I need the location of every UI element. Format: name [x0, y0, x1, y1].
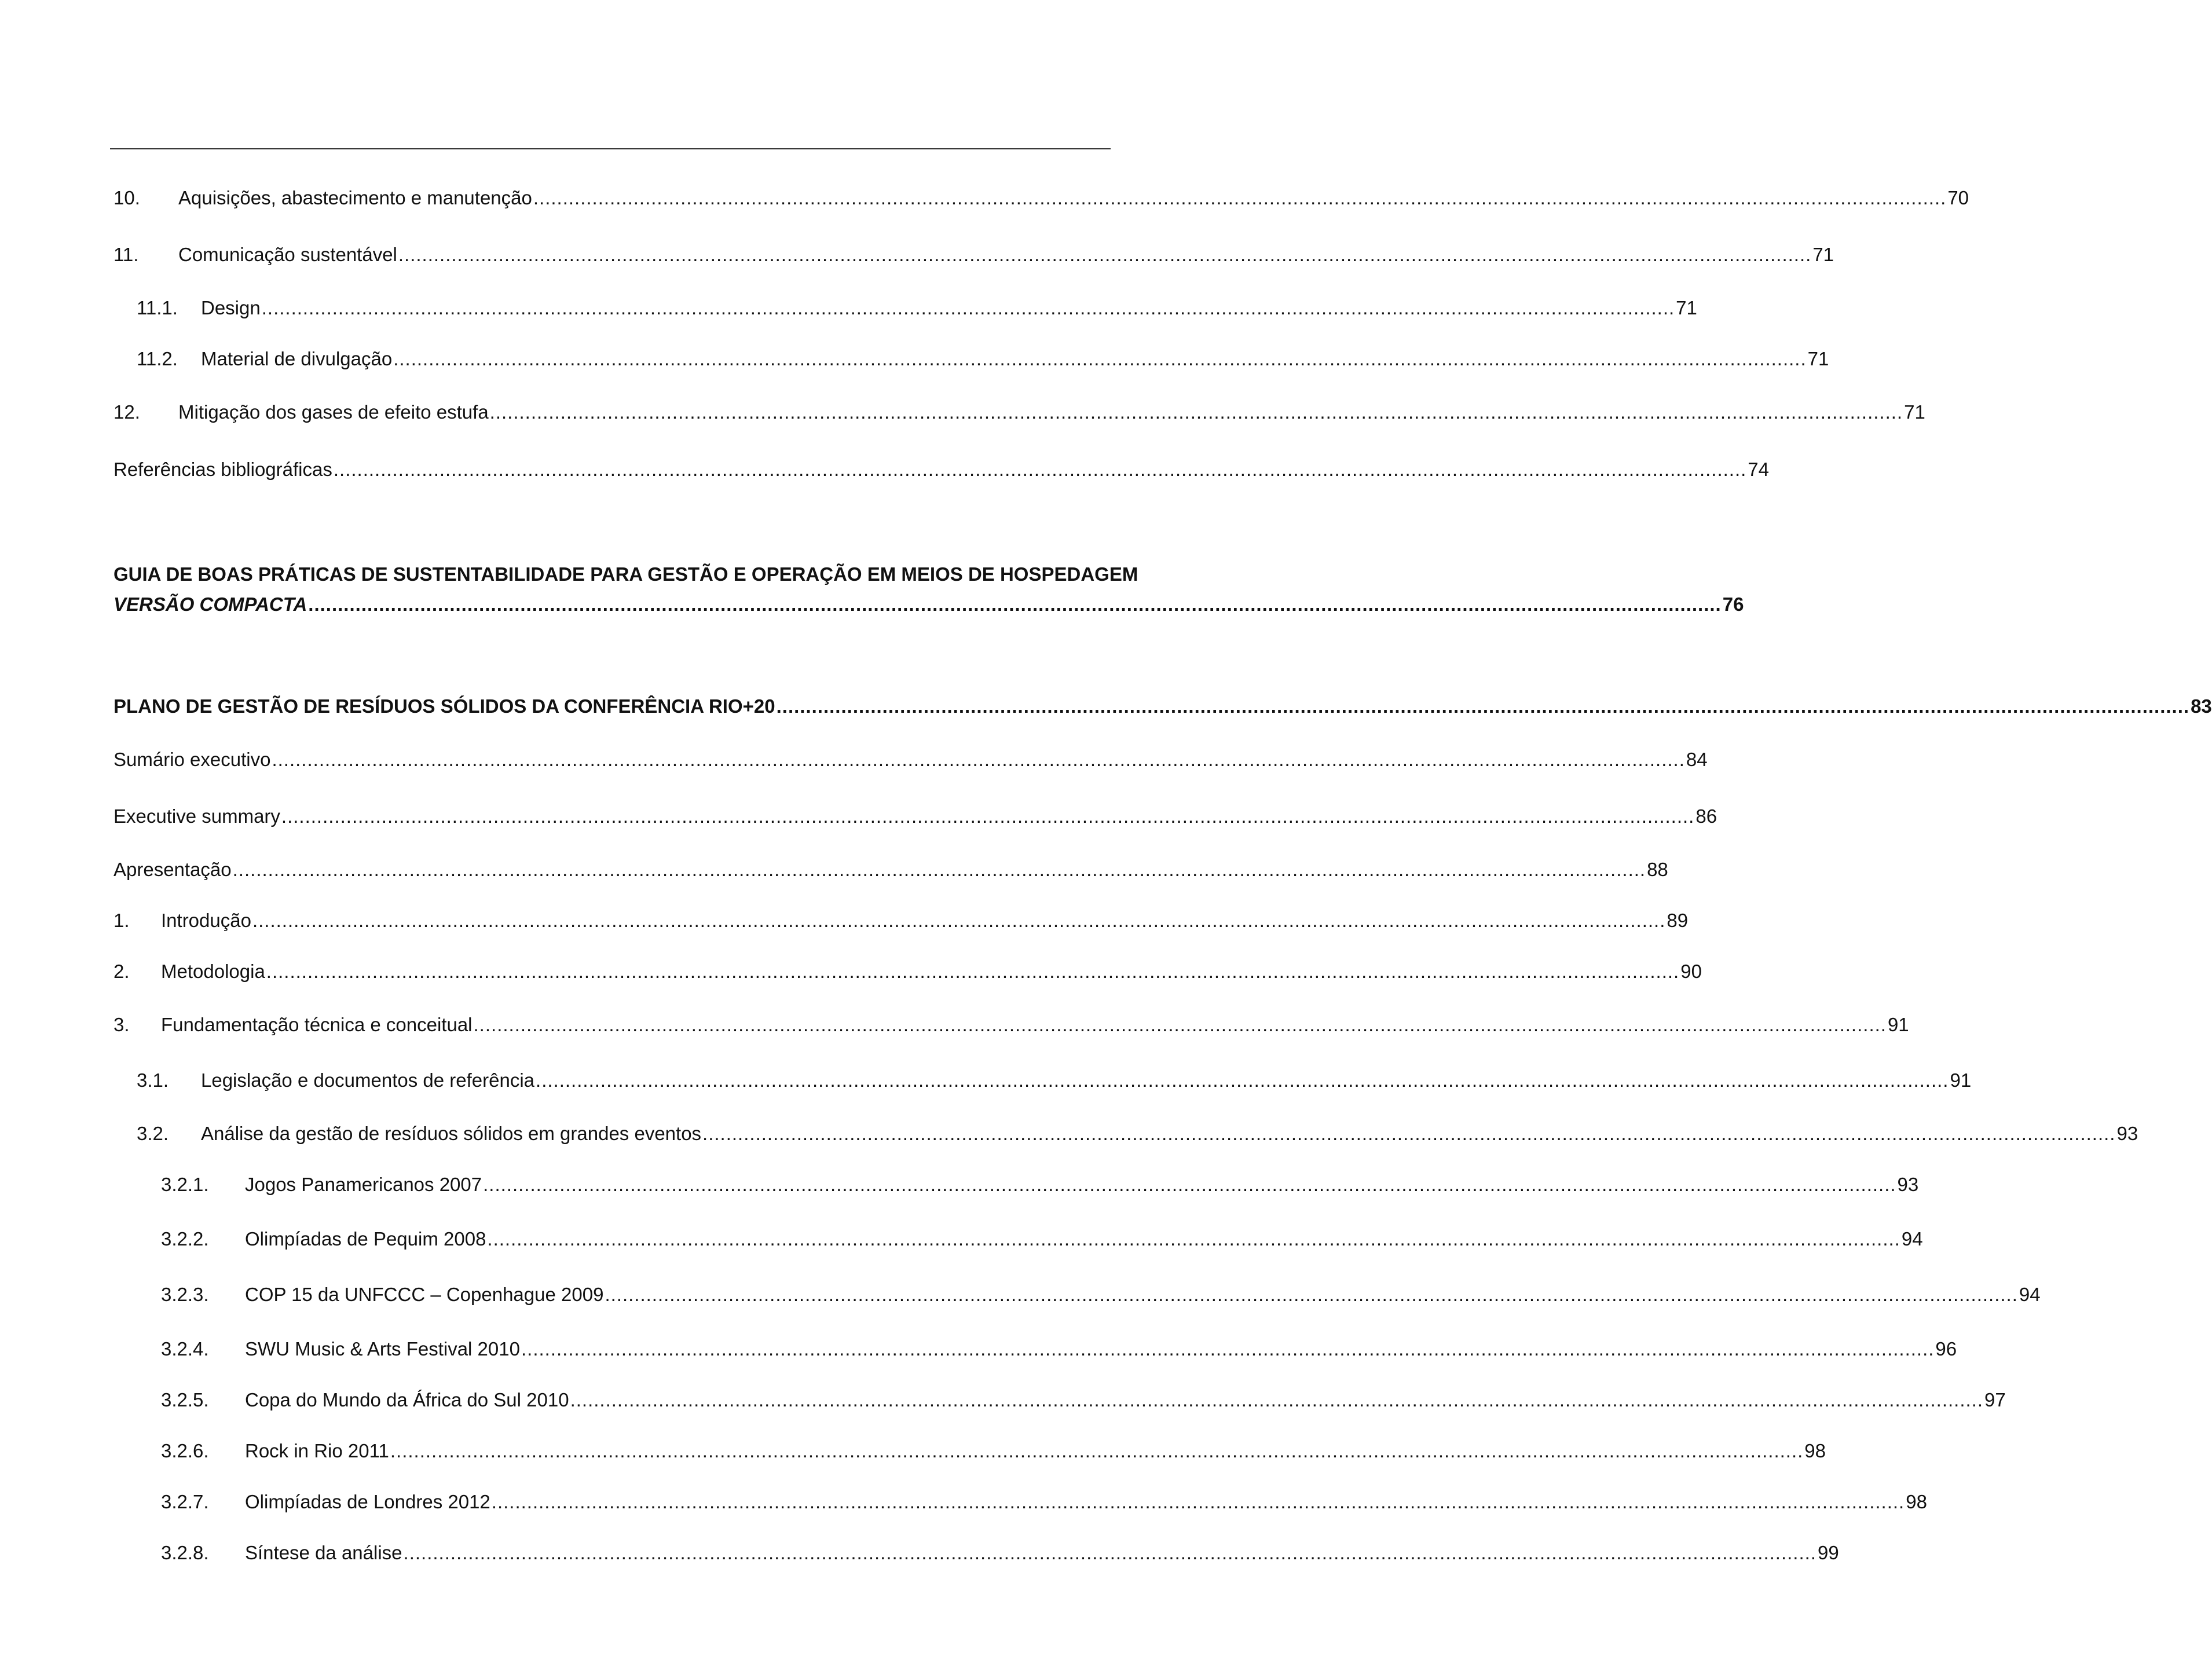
toc-entry-title: Rock in Rio 2011: [245, 1440, 389, 1461]
toc-entry-page: 84: [1686, 749, 1708, 770]
toc-entry-number: 2.: [113, 961, 130, 982]
toc-entry-11-2[interactable]: [137, 346, 1829, 372]
toc-entry-1[interactable]: [113, 908, 1689, 933]
toc-entry-title: Jogos Panamericanos 2007: [245, 1174, 482, 1195]
toc-entry-number: 1.: [113, 910, 130, 931]
toc-entry-title: Apresentação: [113, 859, 232, 880]
toc-entry-title: Aquisições, abastecimento e manutenção: [178, 187, 532, 208]
header-rule: [110, 148, 1111, 149]
toc-entry-page: 70: [1947, 187, 1969, 208]
toc-entry-page: 94: [1901, 1228, 1923, 1250]
toc-entry-number: 3.2.: [137, 1123, 169, 1144]
dot-leader: ................................................................................................................................................................................................................................................: [489, 401, 1903, 423]
dot-leader: ................................................................................................................................................................................................................................................: [261, 297, 1675, 318]
toc-entry-number: 3.2.2.: [161, 1228, 209, 1250]
toc-entry-10[interactable]: [113, 185, 1969, 211]
toc-entry-page: 71: [1812, 244, 1834, 265]
toc-entry-page: 74: [1748, 459, 1770, 480]
dot-leader: ................................................................................................................................................................................................................................................: [393, 348, 1807, 369]
toc-entry-page: 93: [1897, 1174, 1919, 1195]
toc-entry-title: PLANO DE GESTÃO DE RESÍDUOS SÓLIDOS DA CONFERÊNCIA RIO+20: [113, 695, 775, 717]
toc-entry-number: 3.2.6.: [161, 1440, 209, 1461]
toc-entry-3-2-1[interactable]: [161, 1172, 1919, 1197]
toc-entry-number: 3.2.7.: [161, 1491, 209, 1512]
toc-entry-page: 71: [1676, 297, 1697, 318]
toc-entry-3-1[interactable]: [137, 1068, 1972, 1093]
toc-entry-3-2-2[interactable]: [161, 1226, 1923, 1252]
toc-entry-3-2-6[interactable]: [161, 1438, 1826, 1464]
toc-entry-title: Introdução: [161, 910, 251, 931]
toc-entry-title: Sumário executivo: [113, 749, 271, 770]
toc-entry-number: 11.: [113, 244, 139, 265]
toc-entry-number: 3.2.4.: [161, 1338, 209, 1360]
toc-entry-title: SWU Music & Arts Festival 2010: [245, 1338, 520, 1360]
dot-leader: ................................................................................................................................................................................................................................................: [491, 1491, 1905, 1512]
toc-entry-executive-summary[interactable]: [113, 804, 1717, 829]
toc-entry-11[interactable]: [113, 242, 1834, 268]
dot-leader: ................................................................................................................................................................................................................................................: [403, 1542, 1817, 1563]
toc-entry-3-2-3[interactable]: [161, 1282, 2041, 1307]
dot-leader: ................................................................................................................................................................................................................................................: [487, 1228, 1900, 1250]
dot-leader: ................................................................................................................................................................................................................................................: [266, 961, 1680, 982]
dot-leader: ................................................................................................................................................................................................................................................: [308, 593, 1722, 615]
toc-entry-page: 90: [1680, 961, 1702, 982]
toc-entry-guide[interactable]: [113, 592, 1744, 617]
dot-leader: ................................................................................................................................................................................................................................................: [605, 1284, 2018, 1305]
toc-entry-3-2-8[interactable]: [161, 1540, 1839, 1566]
dot-leader: ................................................................................................................................................................................................................................................: [281, 805, 1695, 827]
dot-leader: ................................................................................................................................................................................................................................................: [570, 1389, 1983, 1410]
toc-entry-page: 91: [1887, 1014, 1909, 1035]
dot-leader: ................................................................................................................................................................................................................................................: [533, 187, 1947, 208]
toc-entry-title: Copa do Mundo da África do Sul 2010: [245, 1389, 569, 1410]
toc-entry-number: 10.: [113, 187, 140, 208]
toc-entry-page: 97: [1984, 1389, 2006, 1410]
toc-entry-title: Comunicação sustentável: [178, 244, 397, 265]
toc-entry-title: Executive summary: [113, 805, 280, 827]
toc-entry-3-2[interactable]: [137, 1121, 2138, 1146]
toc-entry-number: 11.1.: [137, 297, 178, 318]
toc-entry-number: 11.2.: [137, 348, 178, 369]
toc-entry-number: 3.2.3.: [161, 1284, 209, 1305]
dot-leader: ................................................................................................................................................................................................................................................: [483, 1174, 1896, 1195]
toc-entry-page: 76: [1722, 593, 1744, 615]
toc-entry-title: Olimpíadas de Londres 2012: [245, 1491, 490, 1512]
toc-entry-number: 3.1.: [137, 1069, 169, 1091]
toc-entry-sumario[interactable]: [113, 747, 1708, 772]
dot-leader: ................................................................................................................................................................................................................................................: [536, 1069, 1949, 1091]
toc-entry-3-2-5[interactable]: [161, 1387, 2006, 1413]
dot-leader: ................................................................................................................................................................................................................................................: [272, 749, 1685, 770]
toc-entry-page: 91: [1950, 1069, 1972, 1091]
toc-entry-references[interactable]: [113, 457, 1770, 482]
toc-entry-12[interactable]: [113, 400, 1925, 425]
toc-entry-page: 98: [1906, 1491, 1927, 1512]
toc-entry-page: 98: [1804, 1440, 1826, 1461]
toc-entry-3[interactable]: [113, 1012, 1909, 1038]
toc-entry-page: 83: [2191, 695, 2212, 717]
toc-entry-page: 94: [2019, 1284, 2041, 1305]
toc-entry-title: Legislação e documentos de referência: [201, 1069, 535, 1091]
toc-entry-title: Metodologia: [161, 961, 265, 982]
toc-entry-number: 3.2.5.: [161, 1389, 209, 1410]
toc-entry-number: 3.2.1.: [161, 1174, 209, 1195]
toc-entry-page: 71: [1807, 348, 1829, 369]
toc-entry-title: COP 15 da UNFCCC – Copenhague 2009: [245, 1284, 604, 1305]
toc-entry-2[interactable]: [113, 959, 1702, 984]
toc-entry-apresentacao[interactable]: [113, 857, 1668, 882]
dot-leader: ................................................................................................................................................................................................................................................: [521, 1338, 1935, 1360]
toc-entry-number: 3.2.8.: [161, 1542, 209, 1563]
dot-leader: ................................................................................................................................................................................................................................................: [390, 1440, 1804, 1461]
dot-leader: ................................................................................................................................................................................................................................................: [702, 1123, 2116, 1144]
toc-entry-title: Olimpíadas de Pequim 2008: [245, 1228, 486, 1250]
toc-entry-page: 99: [1817, 1542, 1839, 1563]
toc-entry-3-2-7[interactable]: [161, 1489, 1927, 1515]
dot-leader: ................................................................................................................................................................................................................................................: [398, 244, 1812, 265]
toc-entry-title: Referências bibliográficas: [113, 459, 332, 480]
toc-entry-page: 89: [1667, 910, 1689, 931]
toc-entry-3-2-4[interactable]: [161, 1336, 1957, 1362]
dot-leader: ................................................................................................................................................................................................................................................: [252, 910, 1666, 931]
toc-entry-page: 88: [1647, 859, 1668, 880]
toc-entry-page: 86: [1695, 805, 1717, 827]
toc-entry-page: 96: [1935, 1338, 1957, 1360]
guide-heading-line1: GUIA DE BOAS PRÁTICAS DE SUSTENTABILIDADE PARA GESTÃO E OPERAÇÃO EM MEIOS DE HOSPEDAGEM: [113, 563, 1138, 585]
toc-entry-number: 3.: [113, 1014, 130, 1035]
toc-entry-title: Design: [201, 297, 261, 318]
toc-entry-title: Análise da gestão de resíduos sólidos em grandes eventos: [201, 1123, 702, 1144]
toc-entry-page: 71: [1904, 401, 1925, 423]
dot-leader: ................................................................................................................................................................................................................................................: [232, 859, 1646, 880]
dot-leader: ................................................................................................................................................................................................................................................: [473, 1014, 1887, 1035]
toc-entry-title: VERSÃO COMPACTA: [113, 593, 307, 615]
toc-entry-title: Síntese da análise: [245, 1542, 402, 1563]
toc-entry-plan[interactable]: [113, 694, 2212, 719]
dot-leader: ................................................................................................................................................................................................................................................: [776, 695, 2190, 717]
toc-entry-title: Fundamentação técnica e conceitual: [161, 1014, 473, 1035]
toc-entry-title: Mitigação dos gases de efeito estufa: [178, 401, 489, 423]
toc-entry-page: 93: [2116, 1123, 2138, 1144]
toc-entry-11-1[interactable]: [137, 295, 1697, 321]
toc-entry-title: Material de divulgação: [201, 348, 393, 369]
dot-leader: ................................................................................................................................................................................................................................................: [333, 459, 1747, 480]
toc-entry-number: 12.: [113, 401, 140, 423]
